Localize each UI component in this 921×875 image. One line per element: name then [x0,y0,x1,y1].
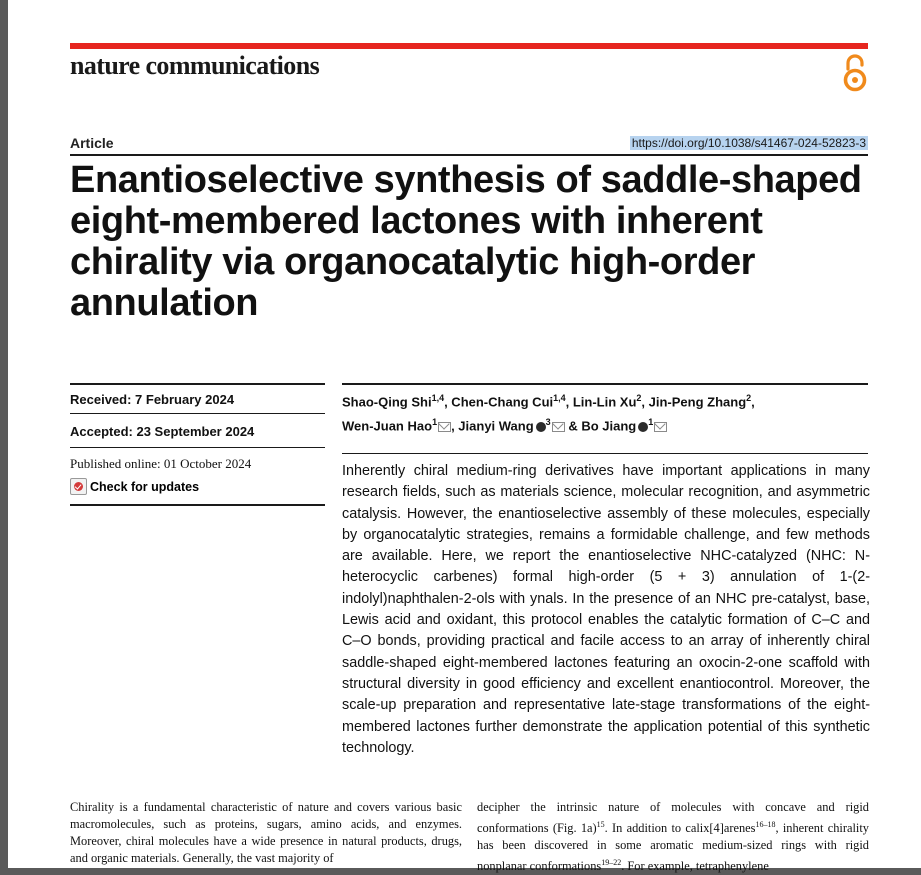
affiliation-sup: 1,4 [431,393,445,403]
email-icon[interactable] [438,422,451,432]
title-rule [70,154,868,156]
check-for-updates[interactable] [70,478,325,506]
received-date: 7 February 2024 [135,392,235,407]
check-updates-label: Check for updates [90,479,200,494]
affiliation-sup: 3 [545,417,551,428]
check-updates-icon [70,478,87,495]
author-separator: , [751,394,755,410]
orcid-icon[interactable] [536,422,546,432]
accepted-label: Accepted: [70,424,133,439]
author-name[interactable]: , Lin-Lin Xu [565,394,637,410]
citation-sup[interactable]: 19–22 [601,858,622,868]
journal-name: nature communications [70,51,320,80]
accepted-row [70,413,325,447]
body-column-right [477,799,869,875]
author-name[interactable]: & Bo Jiang [568,418,637,434]
journal-accent-bar [70,43,868,49]
published-row [70,447,325,478]
authors-rule [342,383,868,385]
abstract-rule [342,453,868,454]
article-type-label: Article [70,135,114,151]
body-text: , inherent chirality has been discovered in some aromatic medium-sized rings with rigid nonplanar conformations [477,821,869,874]
received-label: Received: [70,392,132,407]
author-list [342,388,868,437]
body-text: . In addition to calix[4]arenes [604,821,756,836]
author-name[interactable]: Wen-Juan Hao [342,418,433,434]
affiliation-sup: 1,4 [553,393,566,403]
body-text: . For example, tetraphenylene [621,859,769,874]
author-name[interactable]: , Jianyi Wang [451,418,534,434]
received-row [70,383,325,413]
author-name[interactable]: , Jin-Peng Zhang [641,394,747,410]
affiliation-sup: 1 [648,417,654,428]
body-column-left: Chirality is a fundamental characteristic of nature and covers various basic macromolecules, such as proteins, sugars, amino acids, and enzymes. Moreover, chiral molecules have a wide presence in natural products, drugs, and organic materials. Generally, the vast majority of [70,800,462,865]
published-date: Published online: 01 October 2024 [70,456,252,471]
doi-link[interactable]: https://doi.org/10.1038/s41467-024-52823-3 [631,136,866,150]
article-meta [70,383,325,506]
article-title: Enantioselective synthesis of saddle-shaped eight-membered lactones with inherent chirality via organocatalytic high-order annulation [70,159,862,324]
affiliation-sup: 1 [432,417,438,428]
open-access-icon[interactable] [841,54,869,92]
citation-sup[interactable]: 16–18 [755,820,776,829]
email-icon[interactable] [552,422,565,432]
accepted-date: 23 September 2024 [136,424,255,439]
abstract: Inherently chiral medium-ring derivatives have important applications in many research fields, such as materials science, molecular recognition, and asymmetric catalysis. However, the enantioselective assembly of these molecules, especially by organocatalytic strategies, remains a formidable challenge, and few methods are available. Here, we report the enantioselective NHC-catalyzed (NHC: N-heterocyclic carbenes) formal high-order (5 + 3) annulation of 1-(2-indolyl)naphthalen-2-ols with ynals. In the presence of an NHC pre-catalyst, base, Lewis acid and oxidant, this protocol enables the catalytic formation of C–C and C–O bonds, providing practical and facile access to an array of inherently chiral saddle-shaped eight-membered lactones featuring an oxocin-2-one scaffold with structural diversity in good efficiency and excellent enantiocontrol. Moreover, the scale-up preparation and representative late-stage transformations of the eight-membered lactones further demonstrate the application potential of this synthetic technology. [342,463,870,756]
body-text: decipher the intrinsic nature of molecules with concave and rigid conformations (Fig. 1a) [477,800,869,836]
author-name[interactable]: , Chen-Chang Cui [444,394,554,410]
email-icon[interactable] [654,422,667,432]
affiliation-sup: 2 [636,393,642,403]
affiliation-sup: 2 [746,393,752,403]
article-page [8,0,921,874]
citation-sup[interactable]: 15 [596,820,605,829]
author-name[interactable]: Shao-Qing Shi [342,394,432,410]
orcid-icon[interactable] [638,422,648,432]
